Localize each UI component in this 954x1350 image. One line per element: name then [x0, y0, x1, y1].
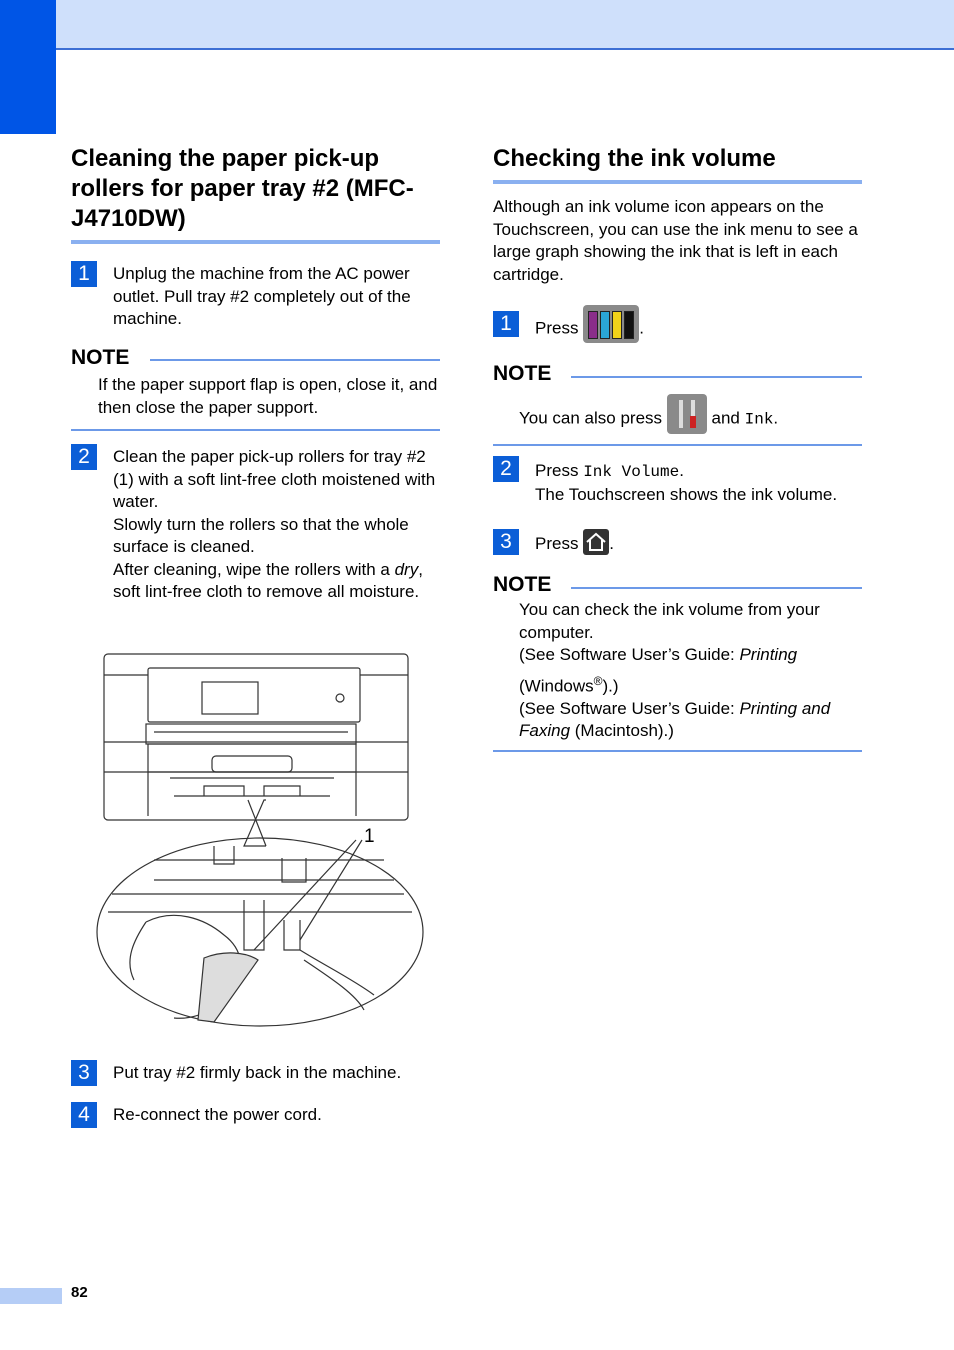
step-number: 2: [493, 456, 519, 482]
intro-text: Although an ink volume icon appears on the Touchscreen, you can use the ink menu to see a large graph showing the ink that is left in each cartridge.: [493, 197, 858, 284]
step-number: 3: [71, 1060, 97, 1086]
step-text-2: The Touchscreen shows the ink volume.: [535, 484, 838, 504]
step-text: Re-connect the power cord.: [113, 1105, 322, 1124]
left-column: [71, 144, 440, 244]
chapter-tab: [0, 0, 56, 134]
left-step-2: [71, 444, 440, 604]
step-number: 3: [493, 529, 519, 555]
step-text-2: Slowly turn the rollers so that the whole surface is cleaned.: [113, 514, 409, 556]
left-step-1: [71, 261, 440, 331]
footer-band: [0, 1288, 62, 1304]
note-label: NOTE: [493, 573, 552, 596]
section-heading: Checking the ink volume: [493, 145, 776, 172]
step-number: 2: [71, 444, 97, 470]
note-rule: [150, 359, 440, 361]
left-step-4: [71, 1102, 440, 1127]
ink-cartridges-icon[interactable]: [583, 305, 639, 343]
step-text: Unplug the machine from the AC power outlet. Pull tray #2 completely out of the machine.: [113, 264, 411, 328]
roller-cleaning-illustration: [94, 650, 428, 1030]
right-note-1: NOTE You can also press and Ink.: [493, 362, 862, 386]
step-number: 1: [71, 261, 97, 287]
press-label: Press: [535, 318, 579, 338]
note-label: NOTE: [71, 346, 130, 369]
left-step-3: [71, 1060, 440, 1085]
step-number: 4: [71, 1102, 97, 1128]
right-note-2: NOTE You can check the ink volume from your computer. (See Software User’s Guide: Printing (Windows®).) (See Software User’s Guide: Printing and Faxing (Macintosh).): [493, 573, 862, 743]
heading-rule: [493, 180, 862, 184]
note-label: NOTE: [493, 362, 552, 385]
note-end-rule: [493, 750, 862, 752]
left-note-1: [71, 346, 440, 419]
step-text-3: After cleaning, wipe the rollers with a dry, soft lint-free cloth to remove all moisture.: [113, 559, 423, 601]
step-text-1: Clean the paper pick-up rollers for tray #2 (1) with a soft lint-free cloth moistened with water.: [113, 447, 436, 511]
note-end-rule: [493, 444, 862, 446]
note-text: If the paper support flap is open, close it, and then close the paper support.: [98, 375, 438, 417]
section-heading: Cleaning the paper pick-up rollers for paper tray #2 (MFC-J4710DW): [71, 145, 414, 232]
note-rule: [571, 587, 862, 589]
heading-rule: [71, 240, 440, 244]
step-text: Put tray #2 firmly back in the machine.: [113, 1063, 402, 1082]
note-rule: [571, 376, 862, 378]
right-column: [493, 144, 862, 286]
note-end-rule: [71, 429, 440, 431]
tools-icon[interactable]: [667, 394, 707, 434]
figure-callout: 1: [364, 826, 375, 847]
home-icon[interactable]: [583, 529, 609, 555]
page-number: 82: [71, 1284, 88, 1301]
step-number: 1: [493, 311, 519, 337]
right-step-2: 2 Press Ink Volume. The Touchscreen shows the ink volume.: [493, 456, 862, 506]
header-band: [0, 0, 954, 50]
